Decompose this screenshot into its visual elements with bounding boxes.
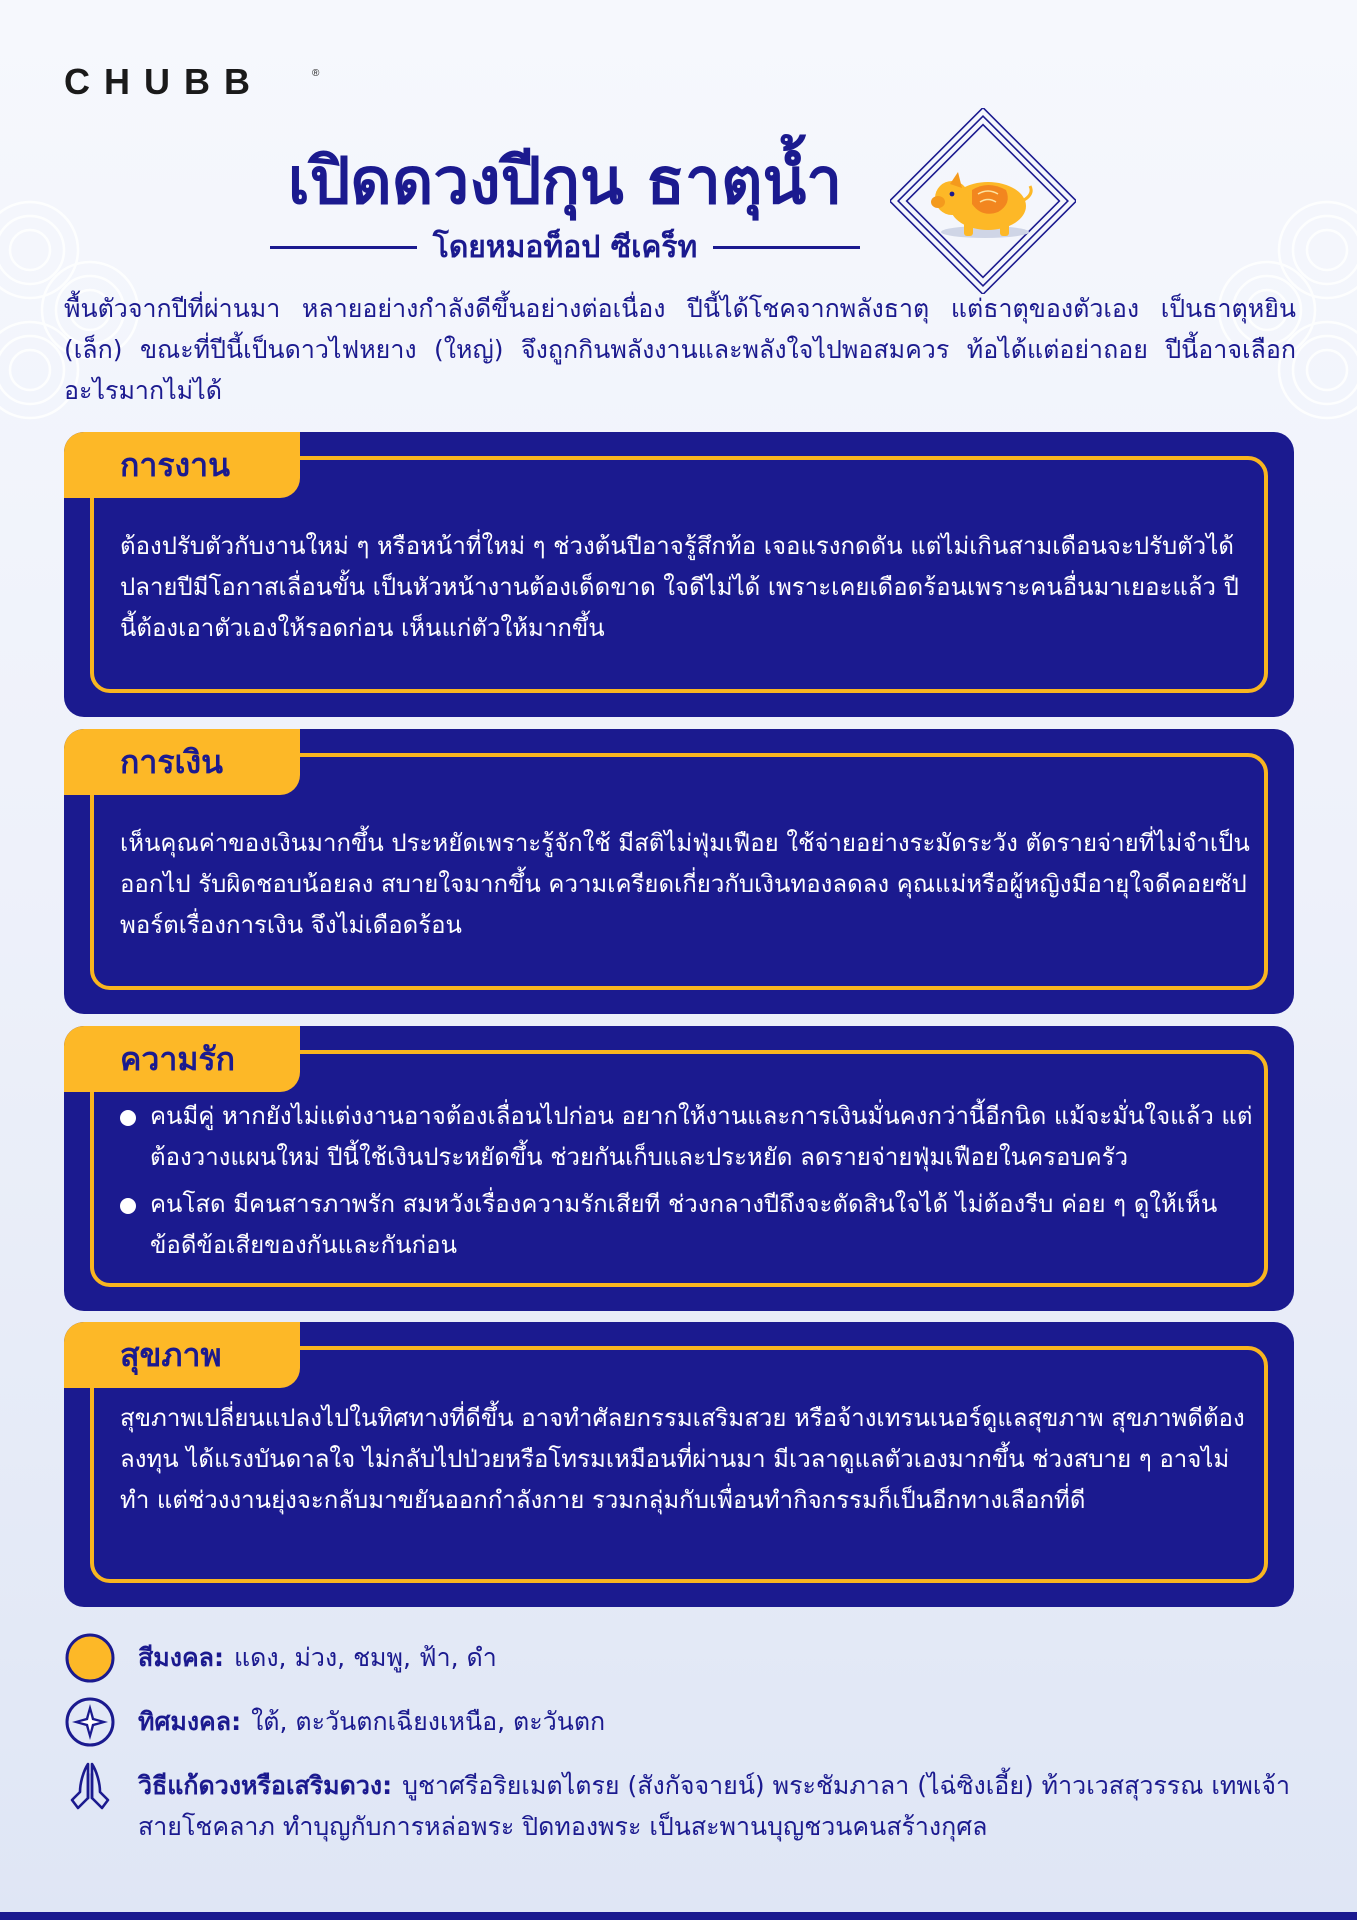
intro-paragraph: พื้นตัวจากปีที่ผ่านมา หลายอย่างกำลังดีขึ้นอย่างต่อเนื่อง ปีนี้ได้โชคจากพลังธาตุ แต่ธาตุของตัวเอง เป็นธาตุหยิน (เล็ก) ขณะที่ปีนี้เป็นดาวไฟหยาง (ใหญ่) จึงถูกกินพลังงานและพลังใจไปพอสมควร ท้อได้แต่อย่าถอย ปีนี้อาจเลือกอะไรมากไม่ได้	[64, 294, 1296, 405]
section-money-title: การเงิน	[64, 729, 300, 795]
lucky-directions-label: ทิศมงคล:	[138, 1707, 242, 1736]
love-item-text: คนมีคู่ หากยังไม่แต่งงานอาจต้องเลื่อนไปก่อน อยากให้งานและการเงินมั่นคงกว่านี้อีกนิด แม้จะมั่นใจแล้ว แต่ต้องวางแผนใหม่ ปีนี้ใช้เงินประหยัดขึ้น ช่วยกันเก็บและประหยัด ลดรายจ่ายฟุ่มเฟือยในครอบครัว	[150, 1102, 1253, 1171]
section-money	[64, 729, 1294, 1014]
svg-text:®: ®	[312, 68, 320, 79]
chubb-logo	[64, 64, 322, 98]
section-health	[64, 1322, 1294, 1607]
section-health-title: สุขภาพ	[64, 1322, 300, 1388]
lucky-colors-text	[138, 1637, 1304, 1678]
section-love-list	[120, 1096, 1254, 1272]
love-item-text: คนโสด มีคนสารภาพรัก สมหวังเรื่องความรักเสียที ช่วงกลางปีถึงจะตัดสินใจได้ ไม่ต้องรีบ ค่อย ๆ ดูให้เห็นข้อดีข้อเสียของกันและกันก่อน	[150, 1190, 1218, 1259]
bullet-icon	[120, 1198, 136, 1214]
remedy-label: วิธีแก้ดวงหรือเสริมดวง:	[138, 1771, 393, 1800]
list-item	[120, 1096, 1254, 1178]
lucky-colors-value: แดง, ม่วง, ชมพู, ฟ้า, ดำ	[234, 1643, 497, 1672]
section-work	[64, 432, 1294, 717]
page-title: เปิดดวงปีกุน ธาตุน้ำ	[287, 145, 843, 219]
subtitle-rule-left	[270, 246, 417, 249]
subtitle	[270, 224, 860, 270]
section-money-text: เห็นคุณค่าของเงินมากขึ้น ประหยัดเพราะรู้จักใช้ มีสติไม่ฟุ่มเฟือย ใช้จ่ายอย่างระมัดระวัง ตัดรายจ่ายที่ไม่จำเป็นออกไป รับผิดชอบน้อยลง สบายใจมากขึ้น ความเครียดเกี่ยวกับเงินทองลดลง คุณแม่หรือผู้หญิงมีอายุใจดีคอยซัปพอร์ตเรื่องการเงิน จึงไม่เดือดร้อน	[120, 829, 1250, 939]
subtitle-text: โดยหมอท็อป ซีเคร็ท	[432, 229, 698, 265]
lucky-colors-label: สีมงคล:	[138, 1643, 224, 1672]
color-circle-icon	[64, 1632, 116, 1684]
subtitle-rule-right	[713, 246, 860, 249]
praying-hands-icon	[64, 1760, 116, 1812]
svg-text:CHUBB: CHUBB	[64, 64, 264, 98]
lucky-directions-value: ใต้, ตะวันตกเฉียงเหนือ, ตะวันตก	[251, 1707, 606, 1736]
section-love	[64, 1026, 1294, 1311]
lucky-directions-text	[138, 1701, 1304, 1742]
compass-icon	[64, 1696, 116, 1748]
section-love-title: ความรัก	[64, 1026, 300, 1092]
bottom-border	[0, 1912, 1357, 1920]
section-health-text: สุขภาพเปลี่ยนแปลงไปในทิศทางที่ดีขึ้น อาจทำศัลยกรรมเสริมสวย หรือจ้างเทรนเนอร์ดูแลสุขภาพ สุขภาพดีต้องลงทุน ได้แรงบันดาลใจ ไม่กลับไปป่วยหรือโทรมเหมือนที่ผ่านมา มีเวลาดูแลตัวเองมากขึ้น ช่วงสบาย ๆ อาจไม่ทำ แต่ช่วงงานยุ่งจะกลับมาขยันออกกำลังกาย รวมกลุ่มกับเพื่อนทำกิจกรรมก็เป็นอีกทางเลือกที่ดี	[120, 1404, 1245, 1514]
golden-pig-icon	[890, 108, 1076, 294]
section-work-title: การงาน	[64, 432, 300, 498]
bullet-icon	[120, 1110, 136, 1126]
section-work-text: ต้องปรับตัวกับงานใหม่ ๆ หรือหน้าที่ใหม่ ๆ ช่วงต้นปีอาจรู้สึกท้อ เจอแรงกดดัน แต่ไม่เกินสามเดือนจะปรับตัวได้ ปลายปีมีโอกาสเลื่อนขั้น เป็นหัวหน้างานต้องเด็ดขาด ใจดีไม่ได้ เพราะเคยเดือดร้อนเพราะคนอื่นมาเยอะแล้ว ปีนี้ต้องเอาตัวเองให้รอดก่อน เห็นแก่ตัวให้มากขึ้น	[120, 532, 1239, 642]
remedy-value: บูชาศรีอริยเมตไตรย (สังกัจจายน์) พระชัมภาลา (ไฉ่ซิงเอี้ย) ท้าวเวสสุวรรณ เทพเจ้าสายโชคลาภ ทำบุญกับการหล่อพระ ปิดทองพระ เป็นสะพานบุญชวนคนสร้างกุศล	[138, 1771, 1291, 1841]
list-item	[120, 1184, 1254, 1266]
remedy-text	[138, 1765, 1304, 1847]
